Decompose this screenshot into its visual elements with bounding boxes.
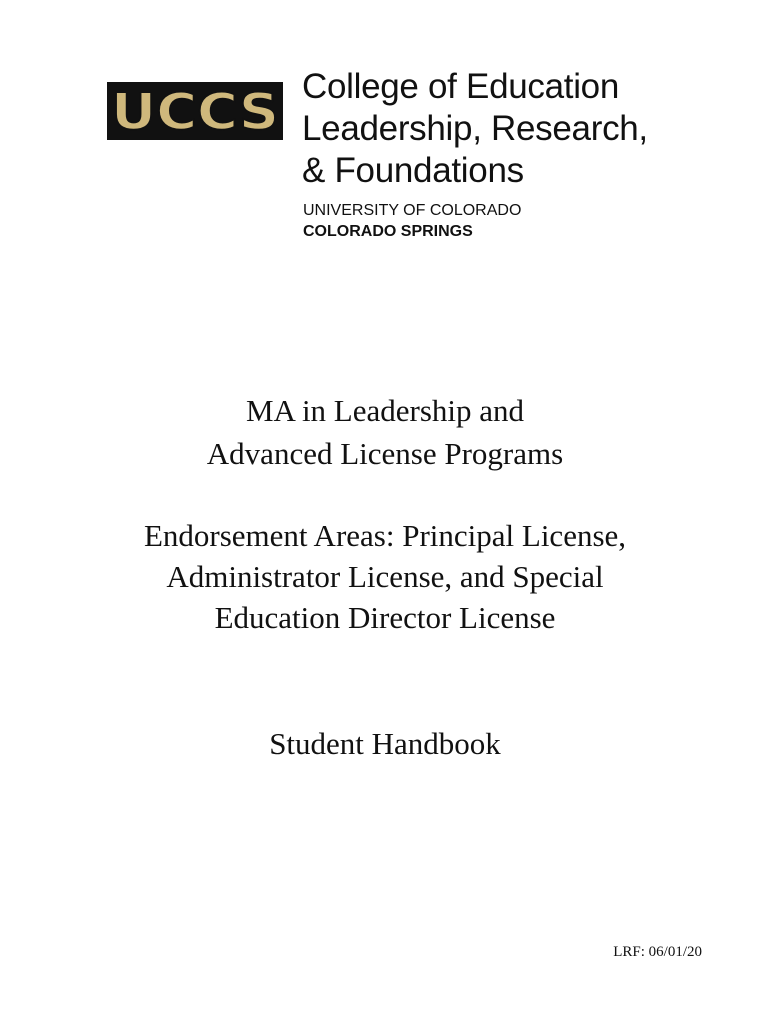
college-name-line-3: & Foundations — [302, 151, 524, 190]
handbook-title: Student Handbook — [269, 726, 501, 761]
college-name-line-2: Leadership, Research, — [302, 109, 648, 148]
program-title-line-2: Advanced License Programs — [206, 436, 564, 471]
uccs-wordmark-text: UCCS — [111, 83, 279, 141]
endorsement-line-3: Education Director License — [214, 600, 556, 635]
endorsement-line-2: Administrator License, and Special — [166, 559, 604, 594]
endorsement-line-1: Endorsement Areas: Principal License, — [143, 518, 627, 553]
revision-code: LRF: 06/01/20 — [613, 944, 702, 960]
college-name-line-1: College of Education — [302, 67, 619, 106]
college-name — [302, 66, 648, 192]
program-title — [0, 389, 770, 475]
program-title-line-1: MA in Leadership and — [245, 393, 525, 428]
uccs-wordmark-logo — [105, 76, 285, 146]
university-name: UNIVERSITY OF COLORADO — [303, 202, 522, 219]
campus-name: COLORADO SPRINGS — [303, 223, 473, 240]
uccs-logo — [105, 66, 685, 246]
endorsement-areas — [0, 515, 770, 638]
